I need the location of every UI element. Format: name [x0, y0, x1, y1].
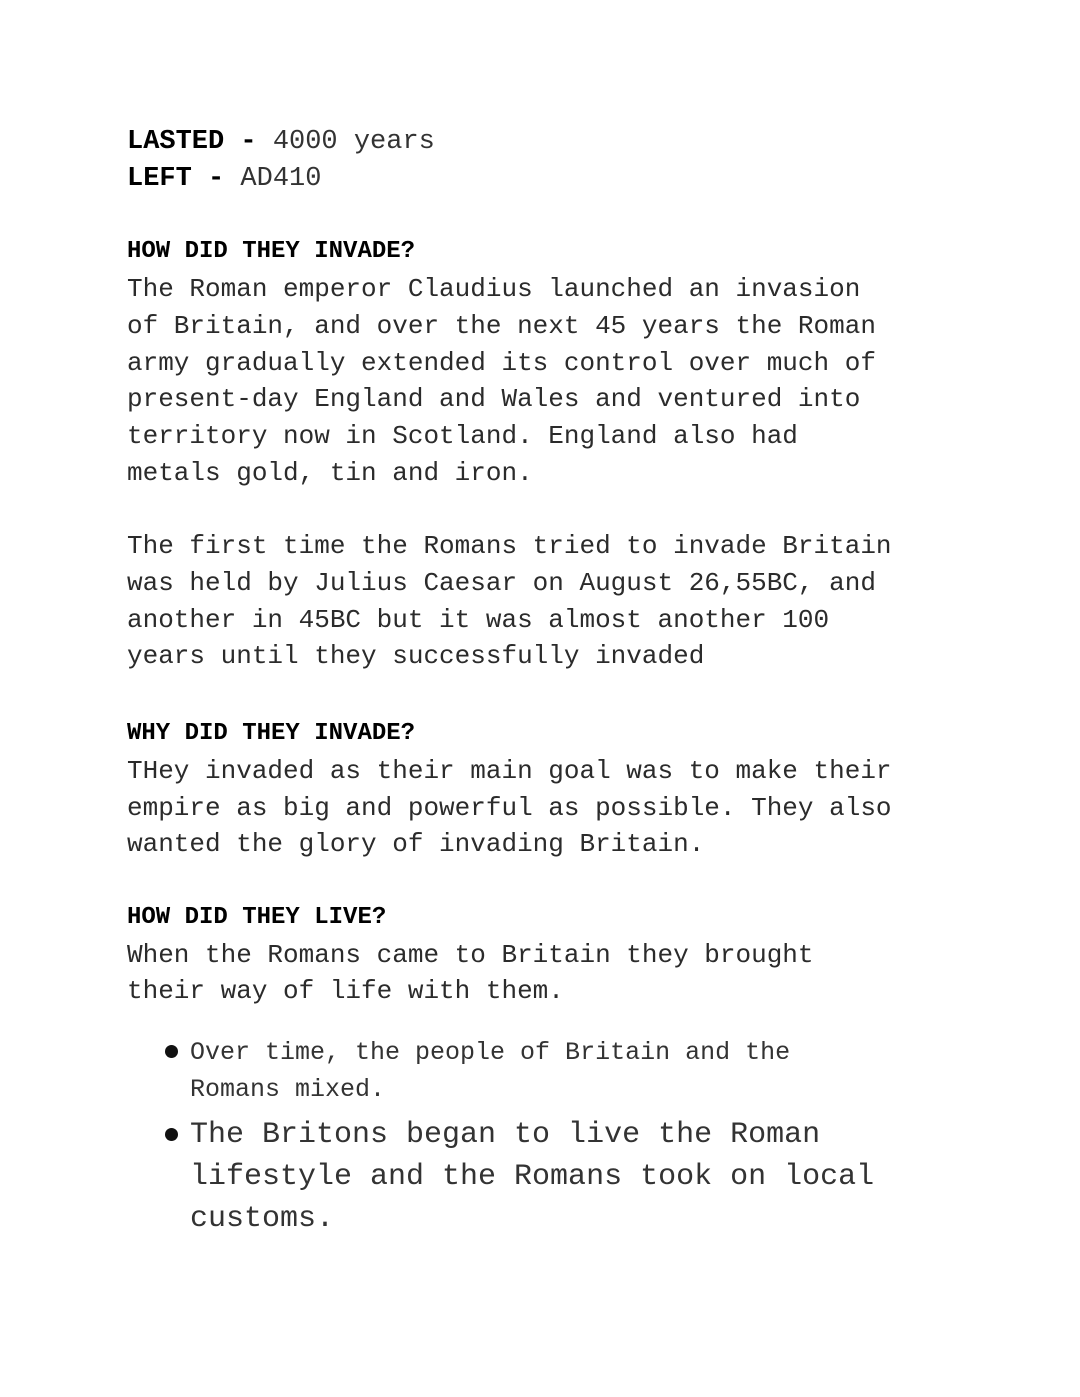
- heading-why-did-they-invade: WHY DID THEY INVADE?: [127, 720, 416, 748]
- paragraph-invasion-goal: THey invaded as their main goal was to make their empire as big and powerful as possible. They also wanted the glory of invading Britain.: [127, 755, 892, 860]
- heading-how-did-they-invade: HOW DID THEY INVADE?: [127, 238, 416, 266]
- bullet-icon: [165, 1128, 178, 1141]
- fact-lasted: [127, 124, 987, 161]
- fact-separator: -: [224, 127, 273, 157]
- fact-value: AD410: [240, 163, 322, 194]
- paragraph-caesar-attempts: The first time the Romans tried to invade Britain was held by Julius Caesar on August 26,55BC, and another in 45BC but it was almost another 100 years until they successfully invaded: [127, 531, 892, 672]
- fact-value: 4000 years: [272, 127, 435, 157]
- paragraph-way-of-life: When the Romans came to Britain they brought their way of life with them.: [127, 939, 814, 1007]
- fact-label: LASTED: [127, 127, 225, 157]
- fact-label: LEFT: [127, 163, 192, 194]
- bullet-list: [127, 1034, 987, 1240]
- heading-how-did-they-live: HOW DID THEY LIVE?: [127, 903, 387, 931]
- paragraph-claudius-invasion: The Roman emperor Claudius launched an invasion of Britain, and over the next 45 years the Roman army gradually extended its control over much of present-day England and Wales and ventured into territory now in Scotland. England also had metals gold, tin and iron.: [127, 274, 876, 488]
- list-item: [127, 1034, 987, 1108]
- document-body: [127, 124, 987, 1240]
- list-item: [127, 1114, 987, 1240]
- bullet-text: Over time, the people of Britain and the Romans mixed.: [190, 1038, 791, 1105]
- bullet-icon: [165, 1045, 178, 1058]
- fact-separator: -: [191, 163, 241, 194]
- bullet-text: The Britons began to live the Roman lifestyle and the Romans took on local customs.: [190, 1118, 875, 1237]
- fact-left: [127, 161, 987, 198]
